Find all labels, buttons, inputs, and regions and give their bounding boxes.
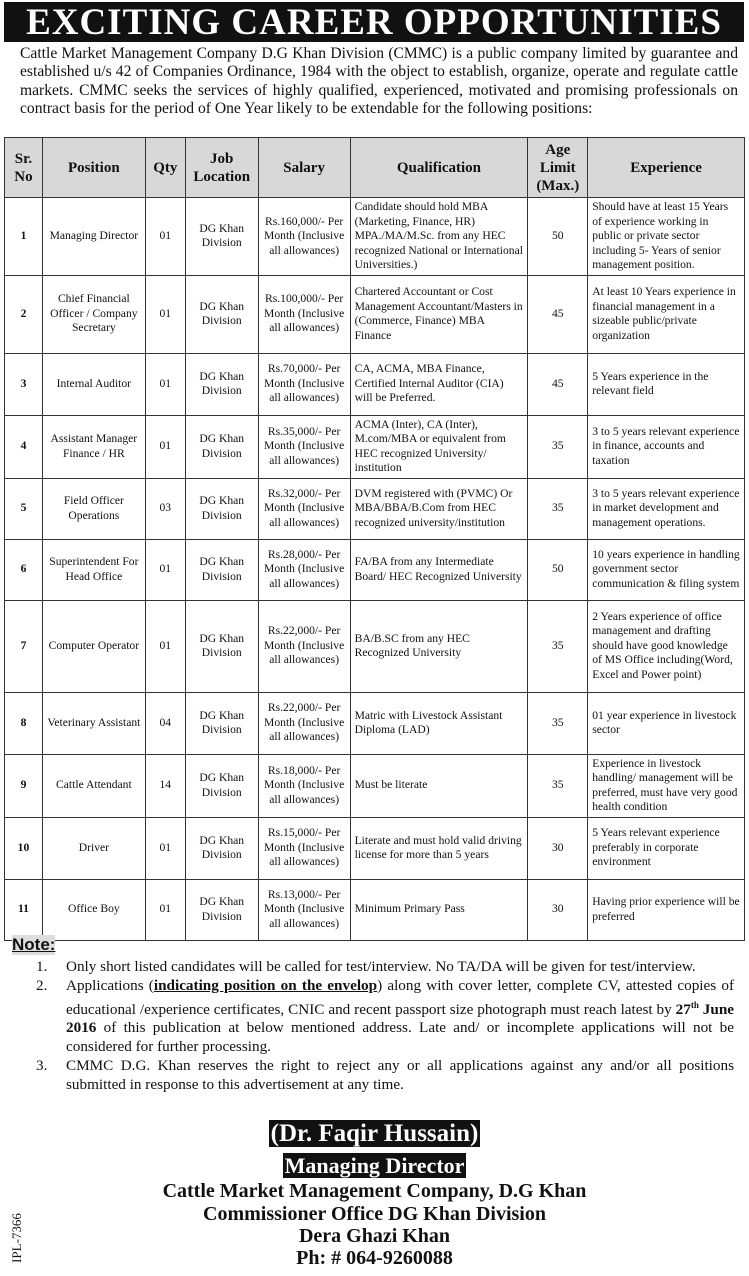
cell-sr: 11	[5, 879, 43, 940]
organization-name: Cattle Market Management Company, D.G Khan	[162, 1180, 587, 1202]
cell-sr: 2	[5, 275, 43, 353]
cell-sr: 10	[5, 817, 43, 879]
cell-experience: 2 Years experience of office management and drafting should have good knowledge of MS Office including(Word, Excel and Power point)	[588, 600, 745, 692]
cell-age: 35	[528, 754, 588, 817]
cell-age: 35	[528, 692, 588, 754]
deadline-day: 27	[675, 1000, 691, 1018]
cell-salary: Rs.22,000/- Per Month (Inclusive all allowances)	[258, 692, 350, 754]
note-number: 3.	[36, 1057, 48, 1075]
note-heading: Note:	[12, 935, 56, 954]
cell-salary: Rs.35,000/- Per Month (Inclusive all allowances)	[258, 415, 350, 478]
office-address: Commissioner Office DG Khan Division	[203, 1203, 546, 1225]
note-item	[36, 958, 734, 976]
column-header: Experience	[588, 138, 745, 198]
note-text: CMMC D.G. Khan reserves the right to reject any or all applications against any and/or all positions submitted in response to this advertisement at any time.	[66, 1057, 734, 1093]
note-item	[36, 977, 734, 1056]
table-row	[5, 879, 745, 940]
phone-number: Ph: # 064-9260088	[296, 1247, 453, 1269]
cell-qty: 01	[145, 415, 185, 478]
cell-location: DG Khan Division	[185, 198, 258, 276]
cell-location: DG Khan Division	[185, 539, 258, 600]
cell-qualification: BA/B.SC from any HEC Recognized University	[350, 600, 528, 692]
cell-salary: Rs.18,000/- Per Month (Inclusive all allowances)	[258, 754, 350, 817]
cell-age: 50	[528, 198, 588, 276]
column-header: Age Limit (Max.)	[528, 138, 588, 198]
cell-location: DG Khan Division	[185, 600, 258, 692]
cell-location: DG Khan Division	[185, 817, 258, 879]
cell-experience: Experience in livestock handling/ management will be preferred, must have very good health condition	[588, 754, 745, 817]
cell-qualification: Matric with Livestock Assistant Diploma (LAD)	[350, 692, 528, 754]
cell-position: Office Boy	[42, 879, 145, 940]
table-row	[5, 198, 745, 276]
cell-qualification: Literate and must hold valid driving license for more than 5 years	[350, 817, 528, 879]
cell-qty: 01	[145, 539, 185, 600]
table-row	[5, 600, 745, 692]
table-row	[5, 415, 745, 478]
cell-age: 30	[528, 817, 588, 879]
column-header: Job Location	[185, 138, 258, 198]
deadline-month-year: June 2016	[66, 1000, 735, 1037]
cell-position: Internal Auditor	[42, 353, 145, 415]
cell-qty: 01	[145, 600, 185, 692]
note-item	[36, 1057, 734, 1094]
cell-qualification: FA/BA from any Intermediate Board/ HEC Recognized University	[350, 539, 528, 600]
note-number: 1.	[36, 958, 48, 975]
cell-sr: 1	[5, 198, 43, 276]
cell-position: Superintendent For Head Office	[42, 539, 145, 600]
positions-table	[4, 137, 745, 941]
cell-experience: At least 10 Years experience in financial management in a sizeable public/private organization	[588, 275, 745, 353]
cell-qualification: CA, ACMA, MBA Finance, Certified Internal Auditor (CIA) will be Preferred.	[350, 353, 528, 415]
cell-sr: 4	[5, 415, 43, 478]
cell-position: Computer Operator	[42, 600, 145, 692]
cell-sr: 7	[5, 600, 43, 692]
note-text: Only short listed candidates will be called for test/interview. No TA/DA will be given for test/interview.	[66, 958, 696, 975]
table-row	[5, 817, 745, 879]
cell-qty: 01	[145, 275, 185, 353]
ref-code: IPL-7366	[8, 1213, 24, 1263]
column-header: Salary	[258, 138, 350, 198]
cell-location: DG Khan Division	[185, 275, 258, 353]
cell-location: DG Khan Division	[185, 353, 258, 415]
city: Dera Ghazi Khan	[298, 1225, 451, 1247]
note-number: 2.	[36, 977, 48, 995]
cell-position: Managing Director	[42, 198, 145, 276]
cell-salary: Rs.70,000/- Per Month (Inclusive all allowances)	[258, 353, 350, 415]
cell-qty: 01	[145, 817, 185, 879]
cell-qty: 01	[145, 879, 185, 940]
note-emphasis: indicating position on the envelop	[153, 977, 378, 995]
cell-position: Veterinary Assistant	[42, 692, 145, 754]
cell-sr: 3	[5, 353, 43, 415]
cell-qualification: DVM registered with (PVMC) Or MBA/BBA/B.Com from HEC recognized university/institution	[350, 478, 528, 539]
table-row	[5, 275, 745, 353]
signatory-name: (Dr. Faqir Hussain)	[270, 1120, 479, 1147]
page-title: EXCITING CAREER OPPORTUNITIES	[4, 2, 744, 42]
cell-location: DG Khan Division	[185, 879, 258, 940]
table-row	[5, 692, 745, 754]
cell-qty: 01	[145, 353, 185, 415]
cell-position: Chief Financial Officer / Company Secretary	[42, 275, 145, 353]
table-row	[5, 754, 745, 817]
cell-age: 35	[528, 415, 588, 478]
table-row	[5, 353, 745, 415]
cell-experience: 01 year experience in livestock sector	[588, 692, 745, 754]
cell-qualification: Candidate should hold MBA (Marketing, Finance, HR) MPA./MA/M.Sc. from any HEC recognized National or International Universities.)	[350, 198, 528, 276]
cell-qty: 14	[145, 754, 185, 817]
cell-salary: Rs.160,000/- Per Month (Inclusive all allowances)	[258, 198, 350, 276]
cell-qty: 04	[145, 692, 185, 754]
cell-sr: 9	[5, 754, 43, 817]
cell-sr: 5	[5, 478, 43, 539]
column-header: Sr. No	[5, 138, 43, 198]
intro-paragraph: Cattle Market Management Company D.G Khan Division (CMMC) is a public company limited by guarantee and established u/s 42 of Companies Ordinance, 1984 with the object to establish, organize, operate and regulate cattle markets. CMMC seeks the services of highly qualified, experienced, motivated and promising professionals on contract basis for the period of One Year likely to be extendable for the following positions:	[20, 45, 738, 117]
cell-qualification: Chartered Accountant or Cost Management Accountant/Masters in (Commerce, Finance) MBA Finance	[350, 275, 528, 353]
cell-salary: Rs.100,000/- Per Month (Inclusive all allowances)	[258, 275, 350, 353]
cell-age: 45	[528, 275, 588, 353]
cell-experience: Having prior experience will be preferred	[588, 879, 745, 940]
cell-sr: 8	[5, 692, 43, 754]
cell-location: DG Khan Division	[185, 692, 258, 754]
cell-qualification: Minimum Primary Pass	[350, 879, 528, 940]
note-text: Applications (	[66, 977, 154, 995]
cell-experience: Should have at least 15 Years of experience working in public or private sector including 5- Years of senior management position.	[588, 198, 745, 276]
cell-salary: Rs.22,000/- Per Month (Inclusive all allowances)	[258, 600, 350, 692]
cell-location: DG Khan Division	[185, 478, 258, 539]
cell-salary: Rs.15,000/- Per Month (Inclusive all allowances)	[258, 817, 350, 879]
cell-experience: 5 Years experience in the relevant field	[588, 353, 745, 415]
cell-position: Assistant Manager Finance / HR	[42, 415, 145, 478]
cell-age: 35	[528, 478, 588, 539]
note-text: ) along with cover letter, complete CV, attested copies of educational /experience certificates, CNIC and recent passport size photograph must reach latest by	[66, 977, 734, 1018]
cell-salary: Rs.32,000/- Per Month (Inclusive all allowances)	[258, 478, 350, 539]
signatory-designation: Managing Director	[284, 1153, 465, 1178]
cell-location: DG Khan Division	[185, 415, 258, 478]
column-header: Qualification	[350, 138, 528, 198]
column-header: Qty	[145, 138, 185, 198]
cell-experience: 5 Years relevant experience preferably in corporate environment	[588, 817, 745, 879]
cell-salary: Rs.28,000/- Per Month (Inclusive all allowances)	[258, 539, 350, 600]
cell-experience: 3 to 5 years relevant experience in market development and management operations.	[588, 478, 745, 539]
table-row	[5, 539, 745, 600]
cell-position: Driver	[42, 817, 145, 879]
cell-salary: Rs.13,000/- Per Month (Inclusive all allowances)	[258, 879, 350, 940]
cell-age: 35	[528, 600, 588, 692]
cell-qualification: Must be literate	[350, 754, 528, 817]
cell-qty: 01	[145, 198, 185, 276]
deadline-suffix: th	[690, 999, 699, 1010]
cell-position: Field Officer Operations	[42, 478, 145, 539]
cell-age: 45	[528, 353, 588, 415]
cell-age: 30	[528, 879, 588, 940]
cell-sr: 6	[5, 539, 43, 600]
cell-experience: 10 years experience in handling government sector communication & filing system	[588, 539, 745, 600]
table-row	[5, 478, 745, 539]
cell-qualification: ACMA (Inter), CA (Inter), M.com/MBA or equivalent from HEC recognized University/ institution	[350, 415, 528, 478]
cell-location: DG Khan Division	[185, 754, 258, 817]
note-text: of this publication at below mentioned address. Late and/ or incomplete applications will not be considered for further processing.	[66, 1019, 734, 1055]
cell-age: 50	[528, 539, 588, 600]
column-header: Position	[42, 138, 145, 198]
notes-list	[36, 958, 734, 1095]
cell-experience: 3 to 5 years relevant experience in finance, accounts and taxation	[588, 415, 745, 478]
cell-qty: 03	[145, 478, 185, 539]
cell-position: Cattle Attendant	[42, 754, 145, 817]
